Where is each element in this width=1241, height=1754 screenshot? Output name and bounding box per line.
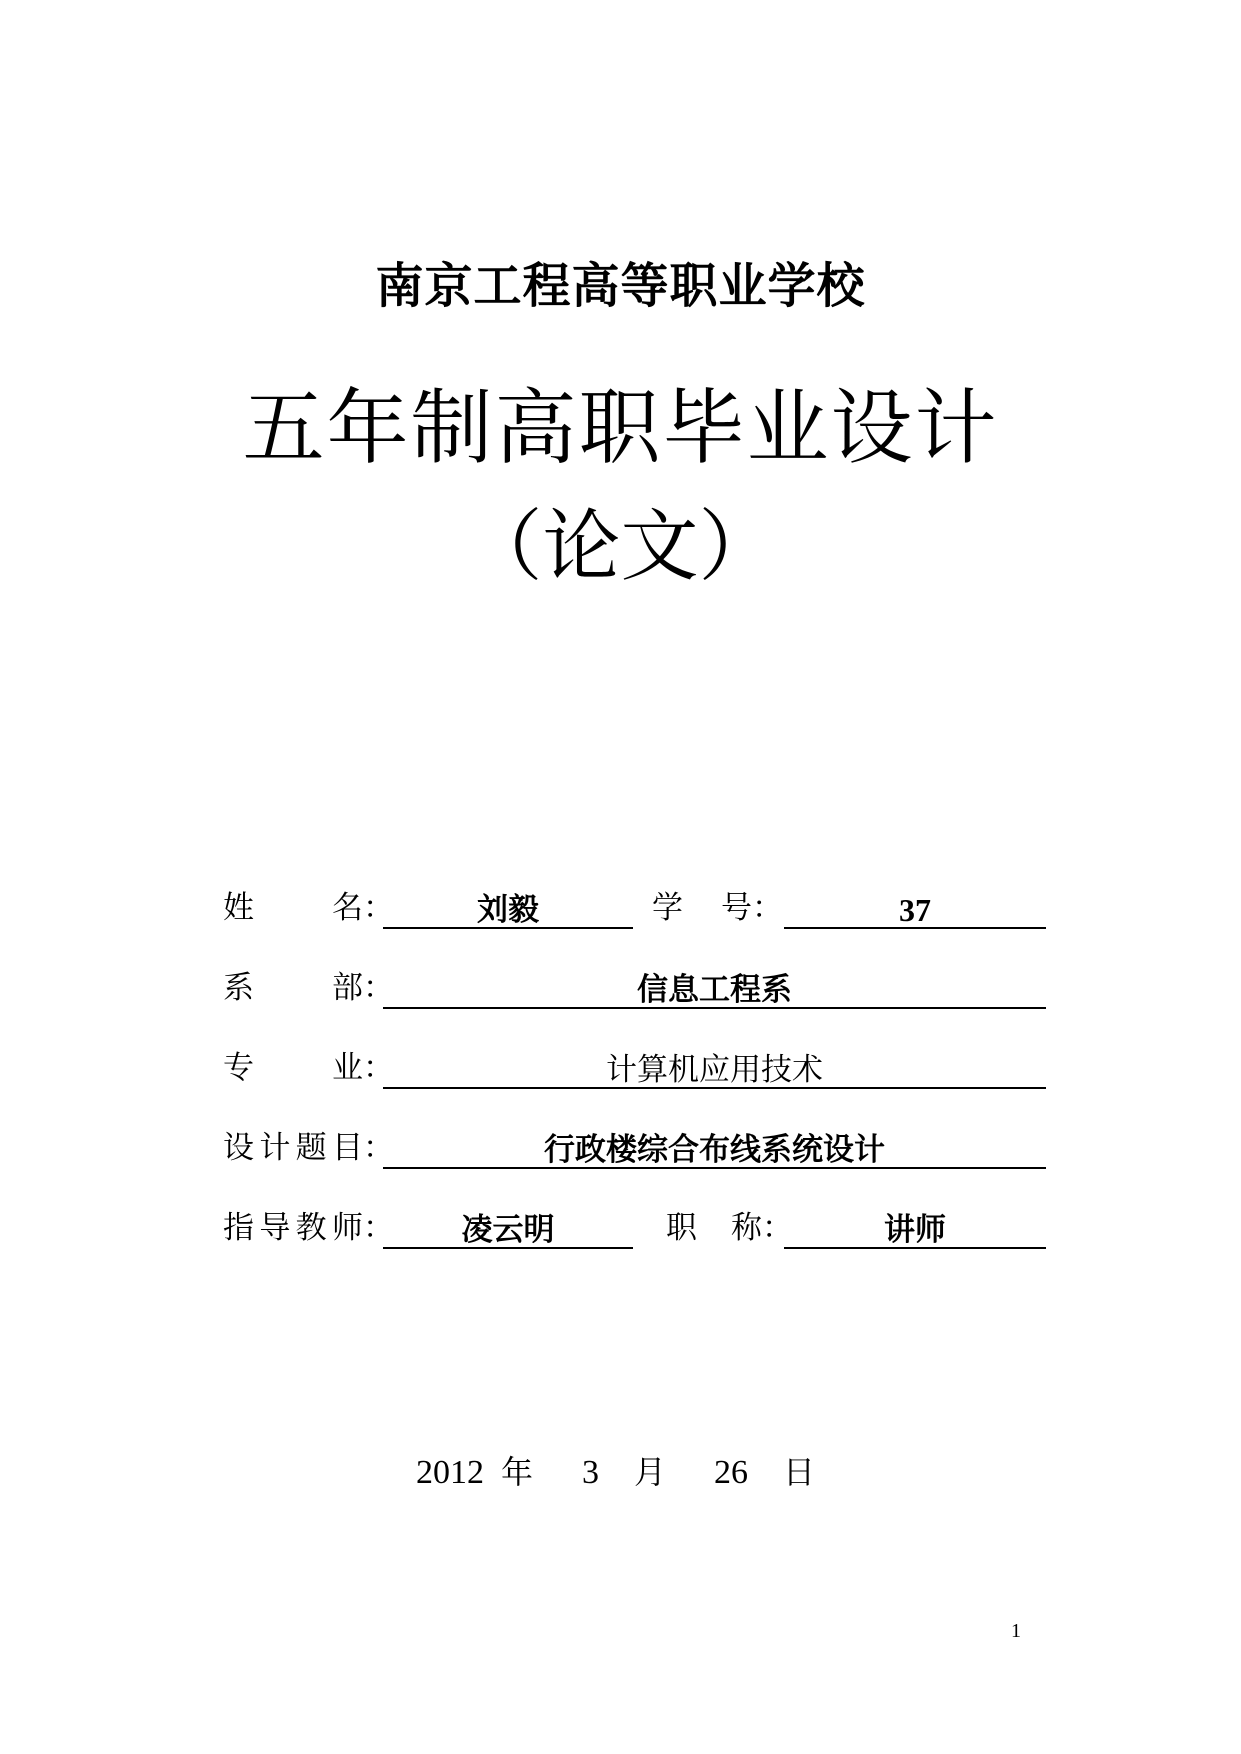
department-field: [383, 973, 1046, 1009]
school-name: 南京工程高等职业学校: [375, 258, 866, 314]
student-id-field: [784, 893, 1046, 929]
date-day: 26: [714, 1454, 748, 1491]
topic-label: 设计题目：: [223, 1130, 394, 1166]
student-id-label: 学号：: [652, 890, 783, 926]
name-label: 姓名：: [223, 890, 394, 926]
name-field: [383, 893, 633, 929]
advisor-field: [383, 1213, 633, 1249]
date-day-unit: 日: [783, 1453, 816, 1491]
date-year-unit: 年: [501, 1453, 534, 1491]
department-label: 系部：: [223, 970, 394, 1006]
major-value: 计算机应用技术: [606, 1052, 823, 1088]
date-year: 2012: [416, 1454, 484, 1491]
topic-field: [383, 1133, 1046, 1169]
advisor-label: 指导教师：: [223, 1210, 394, 1246]
submission-date: [0, 1453, 1241, 1500]
form-row-department: [0, 970, 1241, 1023]
title-rank-label: 职称：: [666, 1210, 793, 1246]
form-row-name: [0, 890, 1241, 943]
date-month: 3: [582, 1454, 599, 1491]
major-field: [383, 1053, 1046, 1089]
title-rank-field: [784, 1213, 1046, 1249]
date-month-unit: 月: [634, 1453, 667, 1491]
page-number: 1: [1011, 1620, 1021, 1642]
major-label: 专业：: [223, 1050, 394, 1086]
student-id-value: 37: [899, 892, 931, 928]
topic-value: 行政楼综合布线系统设计: [544, 1132, 885, 1168]
document-subtitle: （论文）: [464, 502, 777, 592]
name-value: 刘毅: [477, 892, 539, 928]
department-value: 信息工程系: [637, 972, 792, 1008]
advisor-value: 凌云明: [461, 1212, 555, 1248]
document-title: 五年制高职毕业设计: [242, 381, 999, 476]
form-row-advisor: [0, 1210, 1241, 1263]
form-row-major: [0, 1050, 1241, 1103]
form-row-topic: [0, 1130, 1241, 1183]
title-rank-value: 讲师: [884, 1212, 946, 1248]
